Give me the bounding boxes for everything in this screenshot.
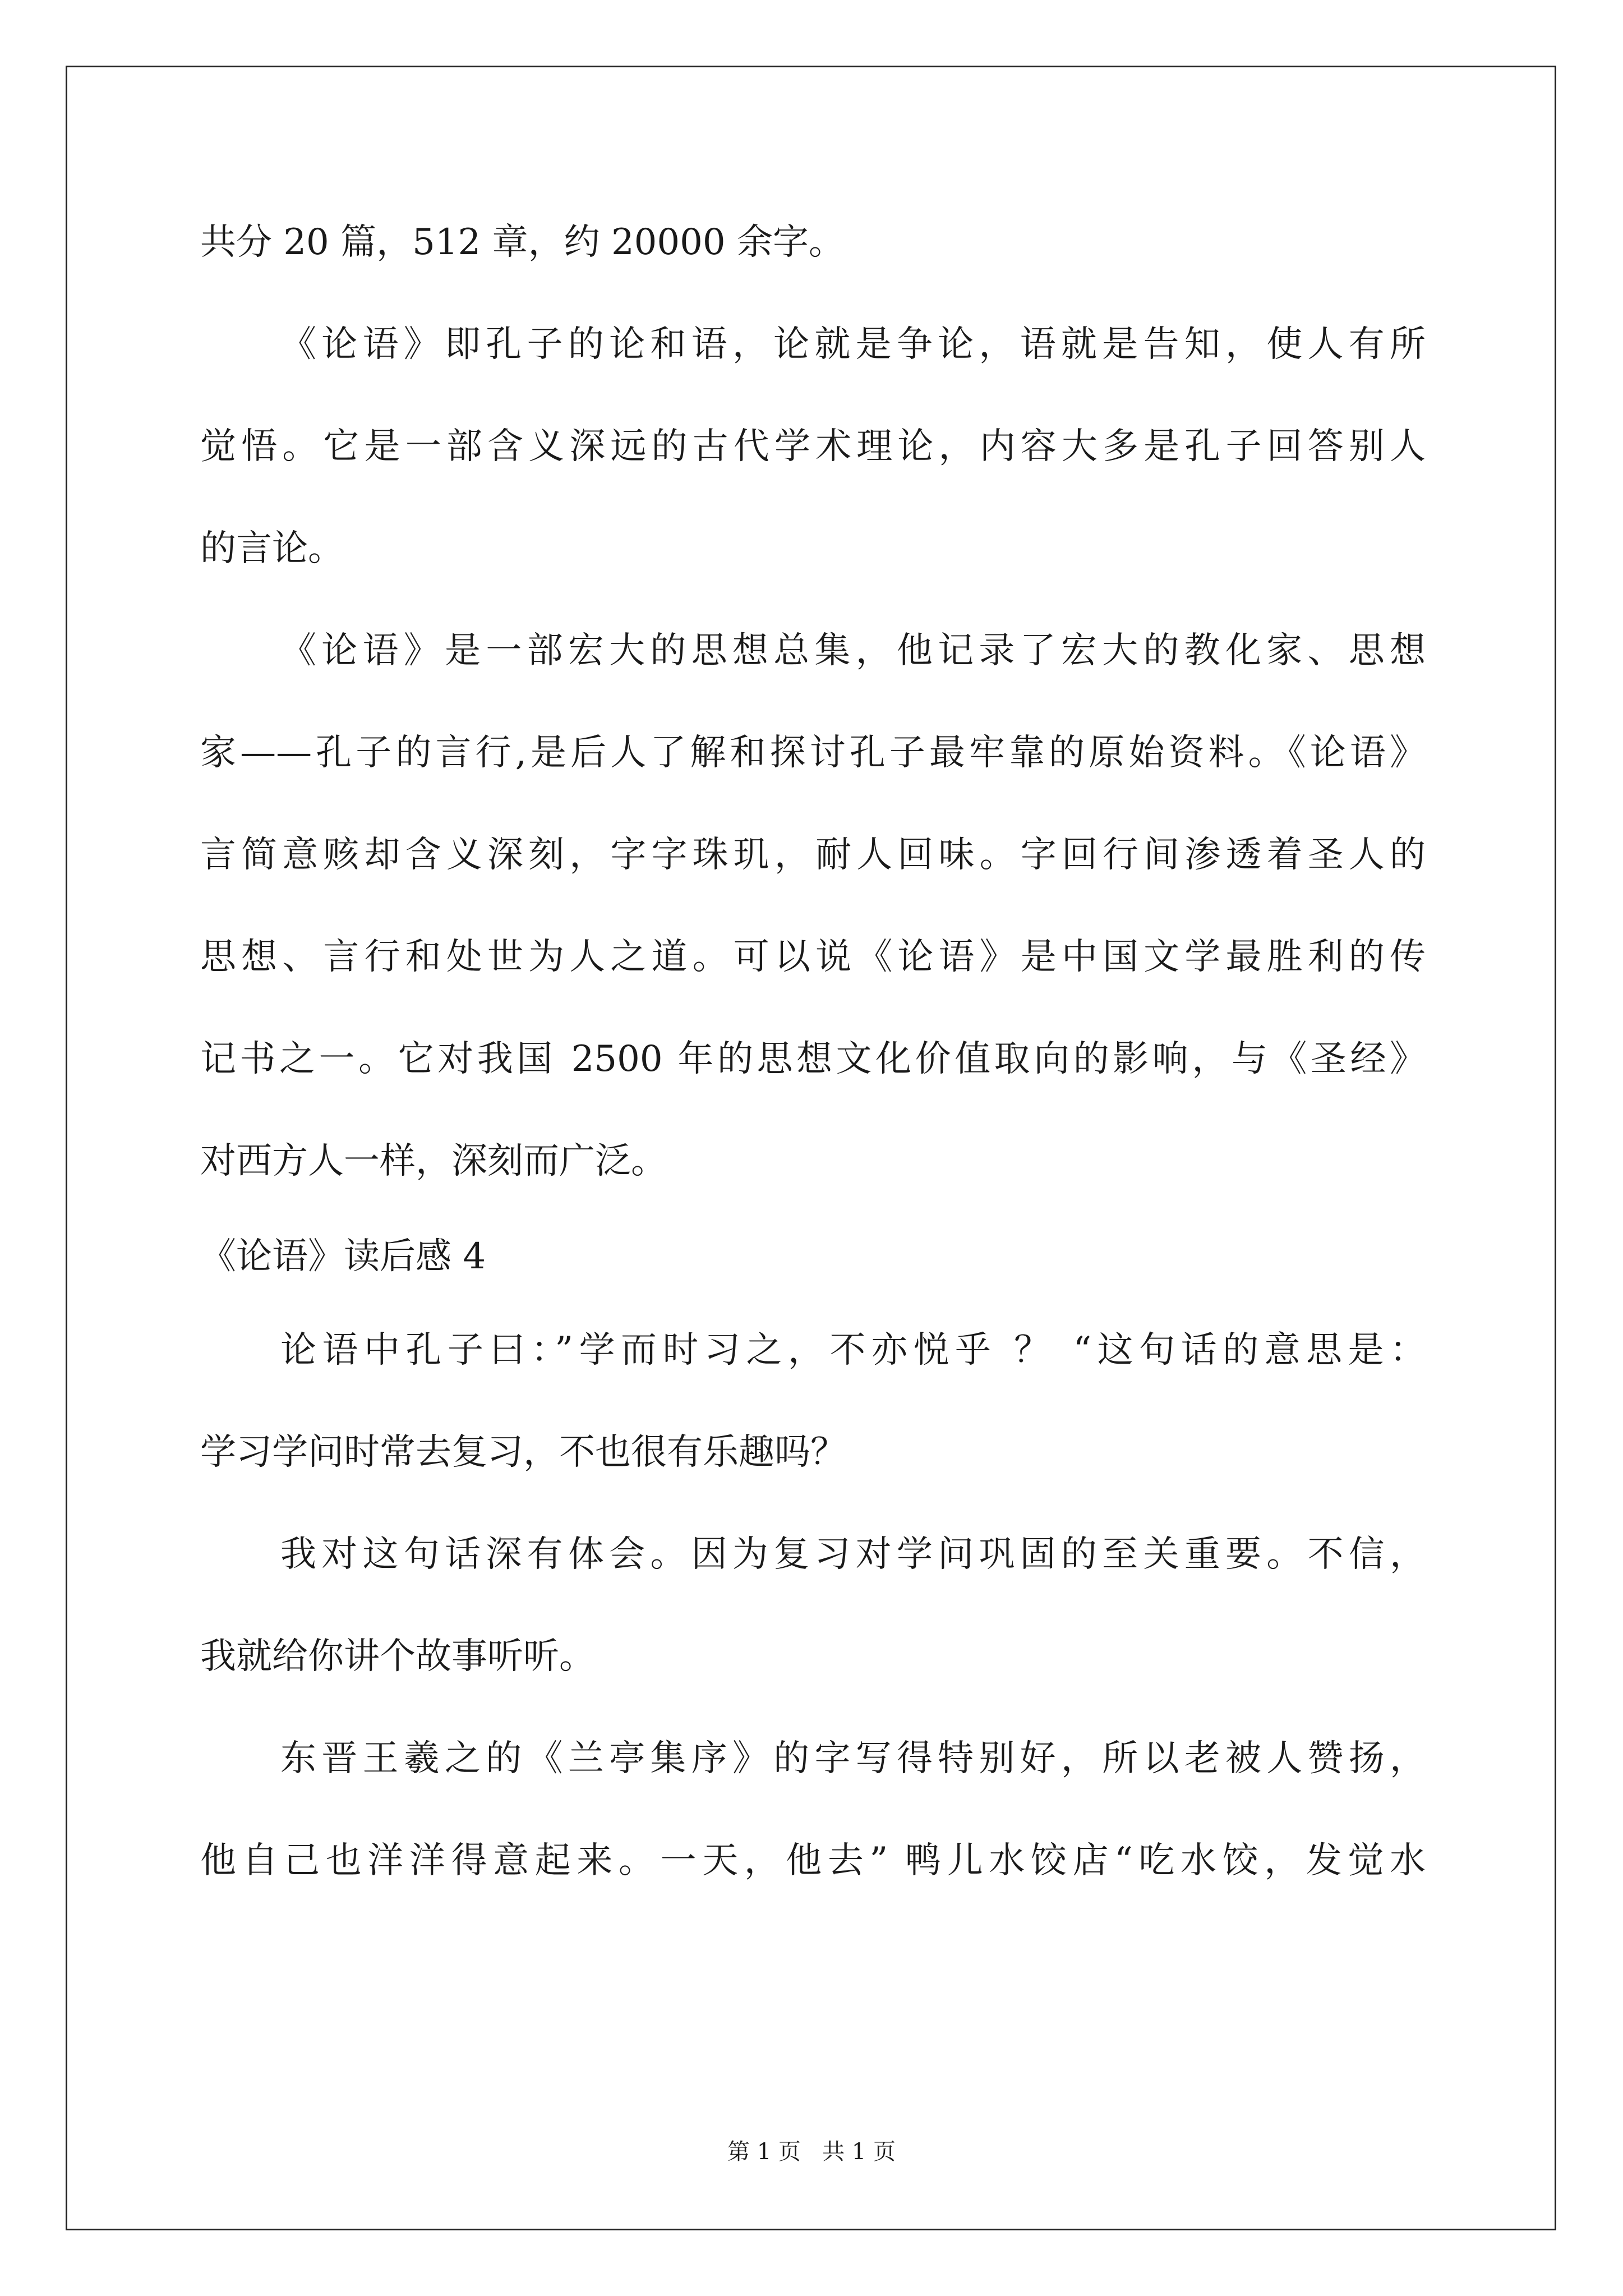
section-heading: 《论语》读后感 4 (200, 1236, 486, 1277)
text-line: 觉悟。它是一部含义深远的古代学术理论，内容大多是孔子回答别人 (200, 426, 1426, 467)
text-line: 对西方人一样，深刻而广泛。 (200, 1140, 667, 1182)
text-line: 共分 20 篇，512 章，约 20000 余字。 (200, 222, 845, 263)
text-line: 的言论。 (200, 528, 344, 569)
paragraph-line: 《论语》是一部宏大的思想总集，他记录了宏大的教化家、思想 (280, 630, 1426, 671)
page-number-footer: 第 1 页 共 1 页 (727, 2139, 896, 2165)
paragraph-line: 东晋王羲之的《兰亭集序》的字写得特别好，所以老被人赞扬， (280, 1738, 1426, 1779)
text-line: 我就给你讲个故事听听。 (200, 1636, 595, 1677)
text-line: 记书之一。它对我国 2500 年的思想文化价值取向的影响，与《圣经》 (200, 1038, 1426, 1080)
text-line: 思想、言行和处世为人之道。可以说《论语》是中国文学最胜利的传 (200, 936, 1426, 978)
text-line: 家——孔子的言行,是后人了解和探讨孔子最牢靠的原始资料。《论语》 (200, 732, 1426, 774)
text-line: 言简意赅却含义深刻，字字珠玑，耐人回味。字回行间渗透着圣人的 (200, 834, 1426, 876)
paragraph-line: 我对这句话深有体会。因为复习对学问巩固的至关重要。不信， (280, 1534, 1426, 1575)
text-line: 学习学问时常去复习，不也很有乐趣吗？ (200, 1432, 846, 1473)
paragraph-line: 论语中孔子曰：”学而时习之，不亦悦乎 ？ “这句话的意思是： (280, 1329, 1426, 1371)
paragraph-line: 《论语》即孔子的论和语，论就是争论，语就是告知，使人有所 (280, 324, 1426, 365)
text-line: 他自己也洋洋得意起来。一天，他去” 鸭儿水饺店“吃水饺，发觉水 (200, 1840, 1426, 1881)
